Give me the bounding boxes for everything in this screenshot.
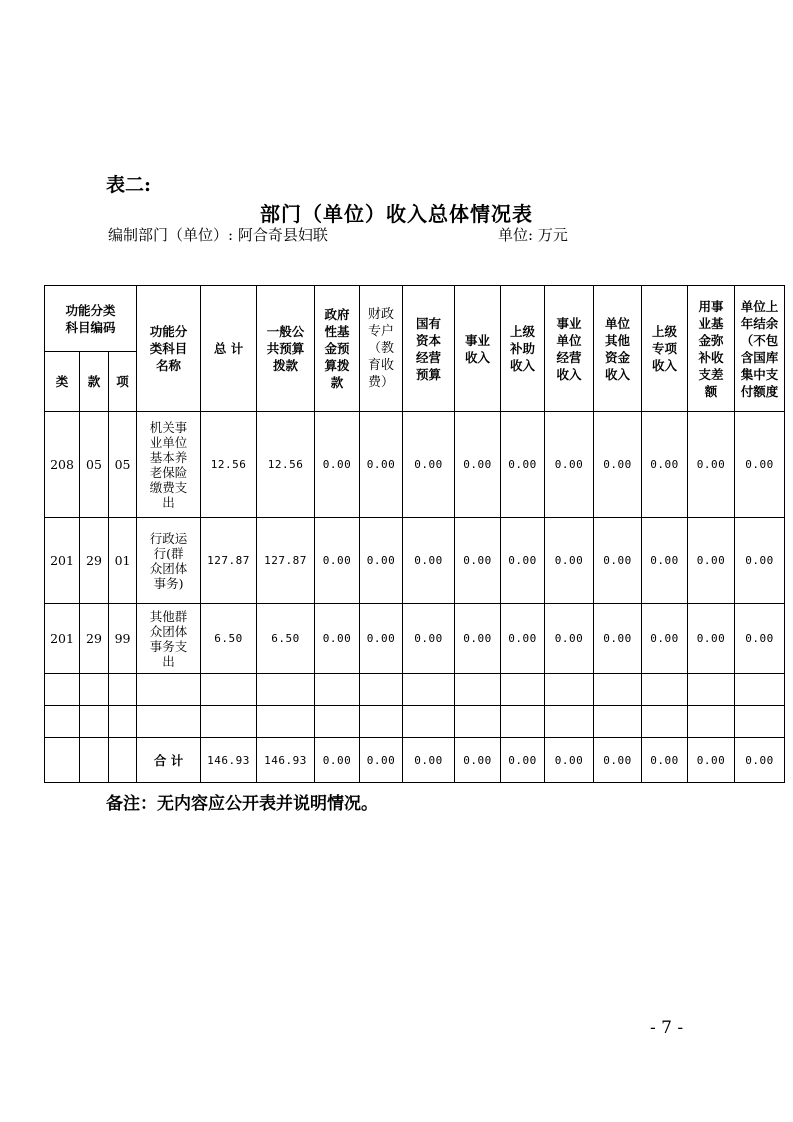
cell-total: 146.93: [201, 738, 257, 783]
cell-state-capital: 0.00: [403, 738, 455, 783]
cell-superior-subsidy: 0.00: [501, 518, 545, 604]
cell-xiang: 99: [109, 604, 137, 674]
cell-prior-year-balance: 0.00: [735, 518, 785, 604]
document-title: 部门（单位）收入总体情况表: [260, 202, 533, 226]
cell-lei: 201: [45, 604, 80, 674]
header-kuan: 款: [80, 352, 109, 412]
header-total: 总 计: [201, 286, 257, 412]
cell-total: 12.56: [201, 412, 257, 518]
cell-general-budget: 146.93: [257, 738, 315, 783]
compiling-department: 编制部门（单位）: 阿合奇县妇联: [108, 226, 328, 244]
cell-total: 127.87: [201, 518, 257, 604]
cell-state-capital: 0.00: [403, 412, 455, 518]
cell-xiang: 05: [109, 412, 137, 518]
header-code-group: 功能分类科目编码: [45, 286, 137, 352]
remark-note: 备注：无内容应公开表并说明情况。: [106, 794, 378, 814]
unit-label: 单位: 万元: [498, 226, 568, 244]
cell-business-fund-gap: 0.00: [688, 412, 735, 518]
cell-general-budget: 6.50: [257, 604, 315, 674]
cell-business-income: 0.00: [455, 412, 501, 518]
cell-superior-special: 0.00: [642, 412, 688, 518]
cell-general-budget: 12.56: [257, 412, 315, 518]
table-row: [45, 412, 785, 518]
total-label: 合 计: [137, 738, 201, 783]
cell-fiscal-special: 0.00: [360, 604, 403, 674]
cell-business-fund-gap: 0.00: [688, 518, 735, 604]
cell-state-capital: 0.00: [403, 518, 455, 604]
cell-superior-subsidy: 0.00: [501, 604, 545, 674]
cell-total: 6.50: [201, 604, 257, 674]
header-prior-year-balance: 单位上年结余（不包含国库集中支付额度: [735, 286, 785, 412]
cell-business-operation: 0.00: [545, 412, 594, 518]
cell-unit-other: 0.00: [594, 738, 642, 783]
cell-unit-other: 0.00: [594, 604, 642, 674]
cell-name: 其他群众团体事务支出: [137, 604, 201, 674]
cell-kuan: 29: [80, 518, 109, 604]
cell-business-income: 0.00: [455, 518, 501, 604]
header-superior-subsidy: 上级补助收入: [501, 286, 545, 412]
cell-business-operation: 0.00: [545, 604, 594, 674]
header-state-capital: 国有资本经营预算: [403, 286, 455, 412]
cell-business-fund-gap: 0.00: [688, 738, 735, 783]
cell-superior-subsidy: 0.00: [501, 738, 545, 783]
header-business-fund-gap: 用事业基金弥补收支差额: [688, 286, 735, 412]
header-fiscal-special: 财政专户（教育收费）: [360, 286, 403, 412]
cell-lei: 208: [45, 412, 80, 518]
cell-unit-other: 0.00: [594, 518, 642, 604]
page-number: - 7 -: [650, 1018, 684, 1038]
cell-general-budget: 127.87: [257, 518, 315, 604]
income-summary-table: [44, 285, 785, 783]
table-row: [45, 518, 785, 604]
cell-gov-fund: 0.00: [315, 738, 360, 783]
cell-fiscal-special: 0.00: [360, 412, 403, 518]
cell-business-income: 0.00: [455, 738, 501, 783]
cell-business-operation: 0.00: [545, 738, 594, 783]
cell-unit-other: 0.00: [594, 412, 642, 518]
header-name: 功能分类科目名称: [137, 286, 201, 412]
header-xiang: 项: [109, 352, 137, 412]
header-unit-other: 单位其他资金收入: [594, 286, 642, 412]
header-lei: 类: [45, 352, 80, 412]
cell-lei: 201: [45, 518, 80, 604]
cell-gov-fund: 0.00: [315, 412, 360, 518]
cell-name: 行政运行(群众团体事务): [137, 518, 201, 604]
cell-prior-year-balance: 0.00: [735, 738, 785, 783]
empty-row: [45, 674, 785, 706]
cell-superior-special: 0.00: [642, 518, 688, 604]
header-gov-fund: 政府性基金预算拨款: [315, 286, 360, 412]
cell-gov-fund: 0.00: [315, 518, 360, 604]
cell-business-income: 0.00: [455, 604, 501, 674]
table-row: [45, 604, 785, 674]
cell-superior-special: 0.00: [642, 604, 688, 674]
cell-fiscal-special: 0.00: [360, 738, 403, 783]
cell-name: 机关事业单位基本养老保险缴费支出: [137, 412, 201, 518]
cell-gov-fund: 0.00: [315, 604, 360, 674]
cell-business-operation: 0.00: [545, 518, 594, 604]
cell-business-fund-gap: 0.00: [688, 604, 735, 674]
empty-row: [45, 706, 785, 738]
cell-prior-year-balance: 0.00: [735, 412, 785, 518]
cell-superior-subsidy: 0.00: [501, 412, 545, 518]
total-row: [45, 738, 785, 783]
header-row-1: [45, 286, 785, 352]
cell-kuan: 29: [80, 604, 109, 674]
cell-fiscal-special: 0.00: [360, 518, 403, 604]
table-label: 表二:: [106, 174, 152, 196]
header-business-income: 事业收入: [455, 286, 501, 412]
cell-xiang: 01: [109, 518, 137, 604]
cell-kuan: 05: [80, 412, 109, 518]
header-business-operation: 事业单位经营收入: [545, 286, 594, 412]
header-general-budget: 一般公共预算拨款: [257, 286, 315, 412]
cell-prior-year-balance: 0.00: [735, 604, 785, 674]
cell-state-capital: 0.00: [403, 604, 455, 674]
header-superior-special: 上级专项收入: [642, 286, 688, 412]
cell-superior-special: 0.00: [642, 738, 688, 783]
